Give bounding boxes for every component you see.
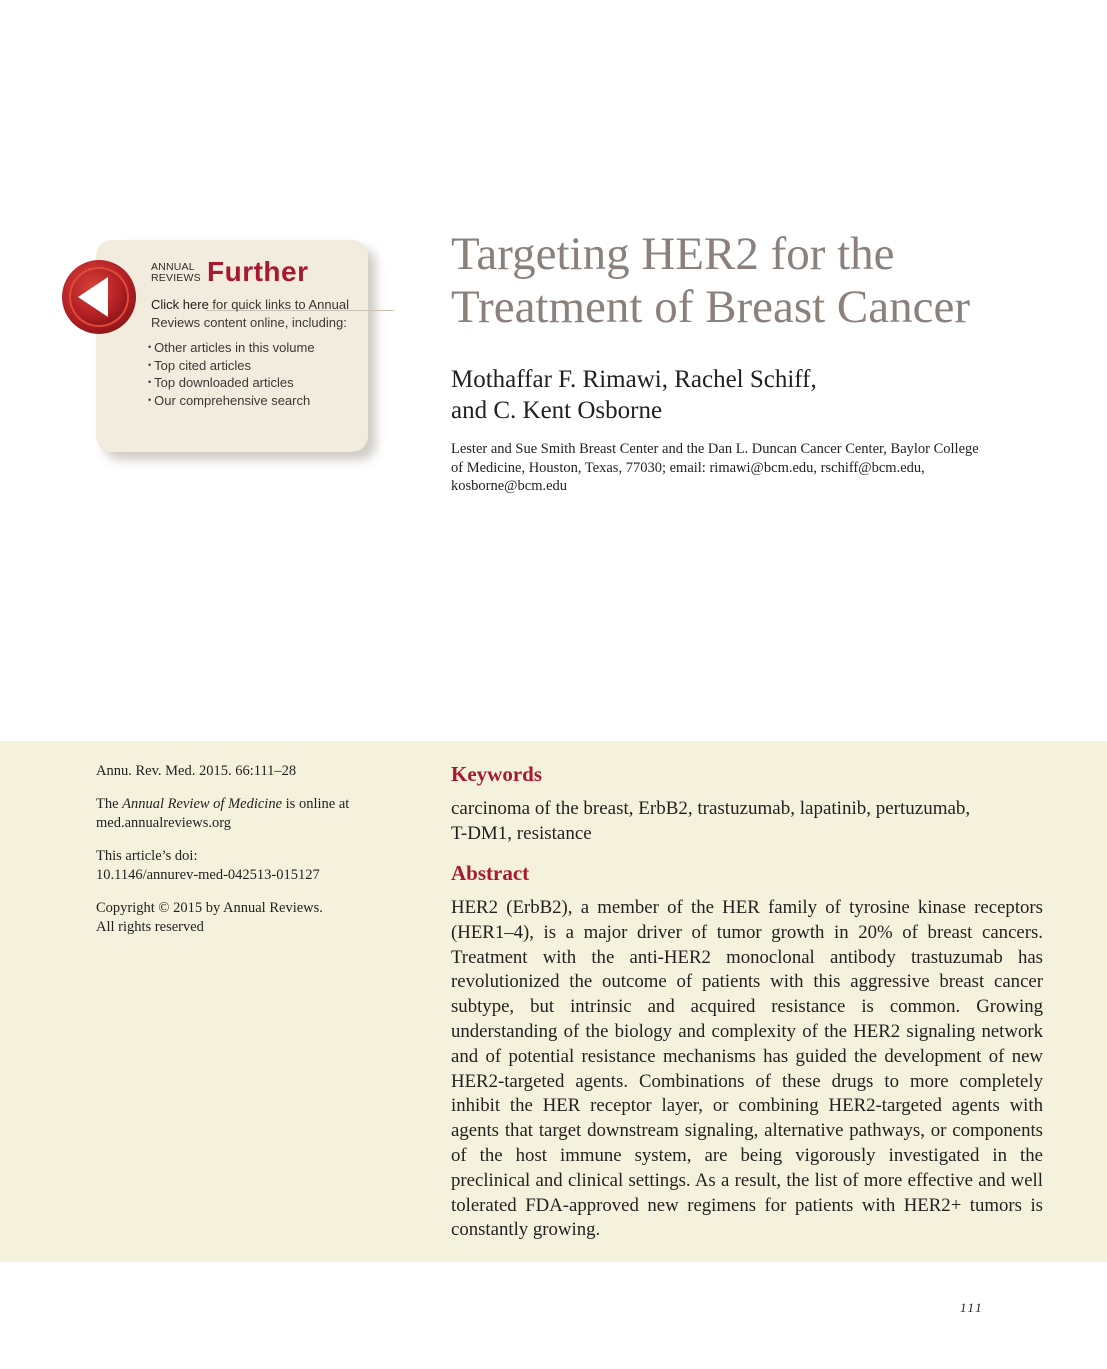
affiliation-line-2: of Medicine, Houston, Texas, 77030; email: rimawi@bcm.edu, rschiff@bcm.edu, [451, 459, 925, 476]
further-header [151, 258, 341, 294]
affiliation-line-1: Lester and Sue Smith Breast Center and the Dan L. Duncan Cancer Center, Baylor College [451, 441, 979, 457]
further-item-top-cited[interactable]: • Top cited articles [148, 357, 356, 375]
play-left-triangle-icon[interactable] [60, 258, 138, 336]
abstract-text: HER2 (ErbB2), a member of the HER family of tyrosine kinase receptors (HER1–4), is a major driver of tumor growth in 20% of breast cancers. Treatment with the anti-HER2 monoclonal antibody trastuzumab has revolutionized the outcome of patients with this aggressive breast cancer subtype, but intrinsic and acquired resistance is common. Growing understanding of the biology and complexity of the HER2 signaling network and of potential resistance mechanisms has guided the development of new HER2-targeted agents. Combinations of these drugs to more completely inhibit the HER receptor layer, or combining HER2-targeted agents with agents that target downstream signaling, alternative pathways, or components of the host immune system, are being vigorously investigated in the preclinical and clinical settings. As a result, the list of more effective and well tolerated FDA-approved new regimens for patients with HER2+ tumors is constantly growing. [451, 897, 1043, 1241]
keywords-line-2: T-DM1, resistance [451, 823, 592, 844]
reviews-label: REVIEWS [151, 272, 201, 284]
further-title: Further [207, 256, 309, 287]
further-list [148, 339, 356, 409]
further-item-search[interactable]: • Our comprehensive search [148, 392, 356, 410]
keywords-text [451, 796, 1051, 846]
further-item-top-downloaded[interactable]: • Top downloaded articles [148, 374, 356, 392]
abstract-heading: Abstract [451, 861, 530, 885]
doi-note [96, 847, 396, 885]
copyright-note [96, 899, 396, 937]
affiliation-line-3: kosborne@bcm.edu [451, 478, 568, 494]
online-pre: The [96, 796, 123, 812]
article-title [451, 228, 1071, 334]
further-body [151, 296, 356, 409]
doi-value[interactable]: 10.1146/annurev-med-042513-015127 [96, 867, 320, 883]
online-post: is online at [282, 796, 350, 812]
keywords-heading: Keywords [451, 762, 542, 786]
article-meta [96, 762, 396, 951]
copyright: Copyright © 2015 by Annual Reviews. [96, 900, 323, 916]
journal-name: Annual Review of Medicine [122, 796, 283, 812]
title-line-2: Treatment of Breast Cancer [451, 281, 971, 333]
title-line-1: Targeting HER2 for the [451, 228, 895, 280]
annual-label: ANNUAL [151, 261, 195, 273]
further-intro-text: for quick links to Annual Reviews content online, including: [151, 297, 349, 330]
click-here-link[interactable]: Click here [151, 297, 209, 312]
authors-line-1: Mothaffar F. Rimawi, Rachel Schiff, [451, 366, 817, 393]
citation: Annu. Rev. Med. 2015. 66:111–28 [96, 763, 297, 779]
doi-label: This article’s doi: [96, 848, 198, 864]
further-item-other-articles[interactable]: • Other articles in this volume [148, 339, 356, 357]
authors [451, 364, 1051, 426]
rights: All rights reserved [96, 919, 204, 935]
online-note [96, 795, 396, 833]
annual-reviews-wordmark [151, 262, 201, 284]
keywords-line-1: carcinoma of the breast, ErbB2, trastuzumab, lapatinib, pertuzumab, [451, 798, 971, 819]
journal-url[interactable]: med.annualreviews.org [96, 815, 232, 831]
authors-line-2: and C. Kent Osborne [451, 397, 663, 424]
page-number: 111 [960, 1300, 984, 1315]
affiliation [451, 440, 1041, 496]
